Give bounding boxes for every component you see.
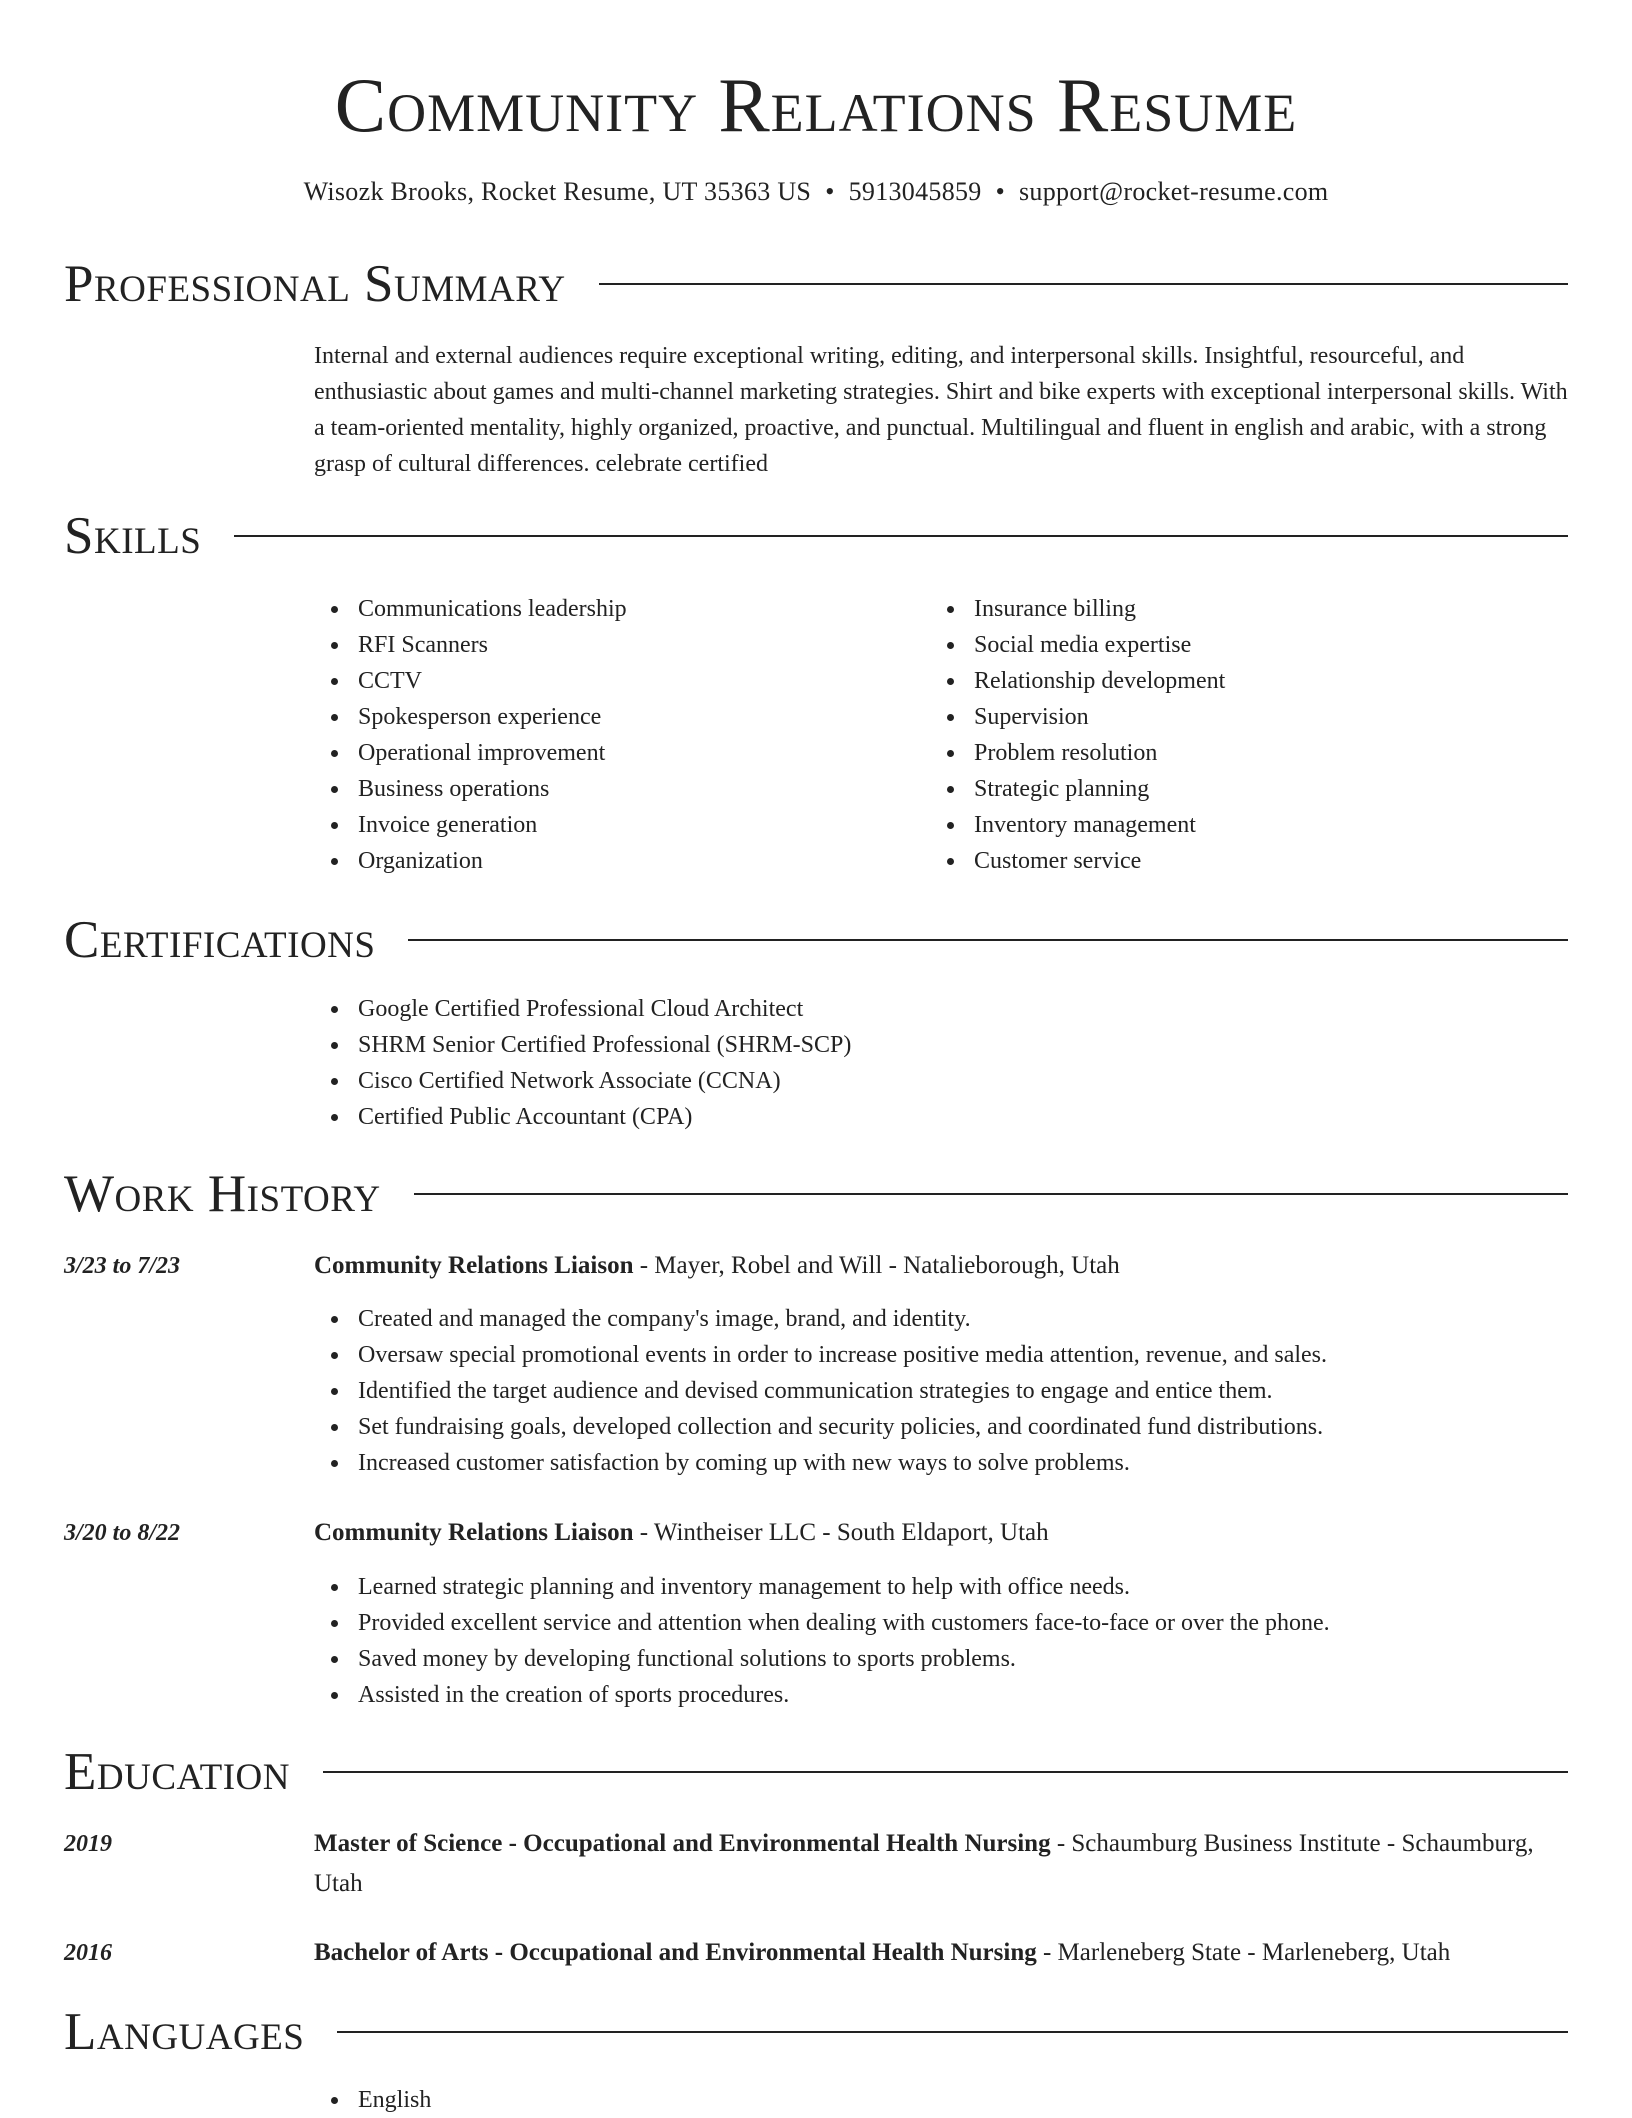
resume-title: Community Relations Resume (334, 62, 1298, 148)
contact-email: support@rocket-resume.com (1019, 177, 1329, 206)
job-title: Community Relations Liaison (314, 1252, 634, 1279)
section-title: Languages (64, 2003, 305, 2061)
section-header-summary (64, 252, 1568, 316)
section-divider (337, 2031, 1568, 2033)
list-item: Spokesperson experience (358, 699, 627, 735)
list-item: Created and managed the company's image, brand, and identity. (358, 1301, 1327, 1337)
list-item: Learned strategic planning and inventory management to help with office needs. (358, 1569, 1330, 1605)
job-dates: 3/23 to 7/23 (64, 1253, 181, 1279)
list-item: Communications leadership (358, 591, 627, 627)
section-title: Skills (64, 507, 202, 565)
list-item: SHRM Senior Certified Professional (SHRM-SCP) (358, 1027, 851, 1063)
job-employer: - Wintheiser LLC - South Eldaport, Utah (633, 1519, 1049, 1546)
section-header-certifications (64, 908, 1568, 972)
job-heading (314, 1246, 1570, 1286)
job-bullets (314, 1301, 1327, 1481)
section-divider (414, 1193, 1568, 1195)
list-item: Set fundraising goals, developed collection and security policies, and coordinated fund distributions. (358, 1409, 1327, 1445)
section-header-skills (64, 504, 1568, 568)
education-year: 2016 (64, 1940, 112, 1966)
summary-text: Internal and external audiences require exceptional writing, editing, and interpersonal skills. Insightful, resourceful, and enthusiastic about games and multi-channel marketing strategies. Shirt and bike experts with exceptional interpersonal skills. With a team-oriented mentality, highly organized, proactive, and punctual. Multilingual and fluent in english and arabic, with a strong grasp of cultural differences. celebrate certified (314, 343, 1568, 477)
list-item: Supervision (974, 699, 1225, 735)
job-bullets (314, 1569, 1330, 1713)
list-item: Invoice generation (358, 807, 627, 843)
contact-separator: • (825, 177, 835, 206)
list-item: Increased customer satisfaction by coming up with new ways to solve problems. (358, 1445, 1327, 1481)
education-school: - Marleneberg State - Marleneberg, Utah (1036, 1939, 1451, 1966)
job-employer: - Mayer, Robel and Will - Natalieborough, Utah (633, 1252, 1120, 1279)
list-item: English (358, 2082, 431, 2118)
list-item: Business operations (358, 771, 627, 807)
list-item: Assisted in the creation of sports procedures. (358, 1677, 1330, 1713)
section-header-languages (64, 2000, 1568, 2064)
list-item: Certified Public Accountant (CPA) (358, 1099, 851, 1135)
list-item: Saved money by developing functional solutions to sports problems. (358, 1641, 1330, 1677)
education-entry (314, 1824, 1570, 1904)
list-item: RFI Scanners (358, 627, 627, 663)
education-year: 2019 (64, 1831, 112, 1857)
list-item: Google Certified Professional Cloud Architect (358, 991, 851, 1027)
section-divider (234, 535, 1568, 537)
contact-address: Wisozk Brooks, Rocket Resume, UT 35363 US (303, 177, 812, 206)
section-divider (408, 939, 1568, 941)
list-item: Insurance billing (974, 591, 1225, 627)
section-header-work-history (64, 1162, 1568, 1226)
job-heading (314, 1513, 1570, 1553)
list-item: Oversaw special promotional events in order to increase positive media attention, revenue, and sales. (358, 1337, 1327, 1373)
skills-list-right (930, 591, 1225, 879)
job-title: Community Relations Liaison (314, 1519, 634, 1546)
skills-list-left (314, 591, 627, 879)
certifications-list (314, 991, 851, 1135)
education-degree: Bachelor of Arts - Occupational and Environmental Health Nursing (314, 1939, 1037, 1966)
list-item: Operational improvement (358, 735, 627, 771)
list-item: CCTV (358, 663, 627, 699)
job-dates: 3/20 to 8/22 (64, 1520, 181, 1546)
section-divider (599, 283, 1568, 285)
section-title: Work History (64, 1165, 381, 1223)
section-divider (323, 1771, 1568, 1773)
list-item: Problem resolution (974, 735, 1225, 771)
section-title: Professional Summary (64, 255, 566, 313)
list-item: Cisco Certified Network Associate (CCNA) (358, 1063, 851, 1099)
list-item: Customer service (974, 843, 1225, 879)
list-item: Identified the target audience and devised communication strategies to engage and entice them. (358, 1373, 1327, 1409)
education-school: - Schaumburg Business Institute - Schaumburg, Utah (314, 1830, 1534, 1897)
contact-phone: 5913045859 (848, 177, 982, 206)
list-item: Inventory management (974, 807, 1225, 843)
section-title: Certifications (64, 911, 376, 969)
education-entry (314, 1933, 1570, 1973)
list-item: Social media expertise (974, 627, 1225, 663)
education-degree: Master of Science - Occupational and Environmental Health Nursing (314, 1830, 1051, 1857)
list-item: Strategic planning (974, 771, 1225, 807)
list-item: Provided excellent service and attention when dealing with customers face-to-face or over the phone. (358, 1605, 1330, 1641)
contact-line (0, 176, 1632, 208)
section-header-education (64, 1740, 1568, 1804)
list-item: Organization (358, 843, 627, 879)
section-title: Education (64, 1743, 290, 1801)
contact-separator: • (995, 177, 1006, 206)
languages-list (314, 2082, 431, 2118)
list-item: Relationship development (974, 663, 1225, 699)
